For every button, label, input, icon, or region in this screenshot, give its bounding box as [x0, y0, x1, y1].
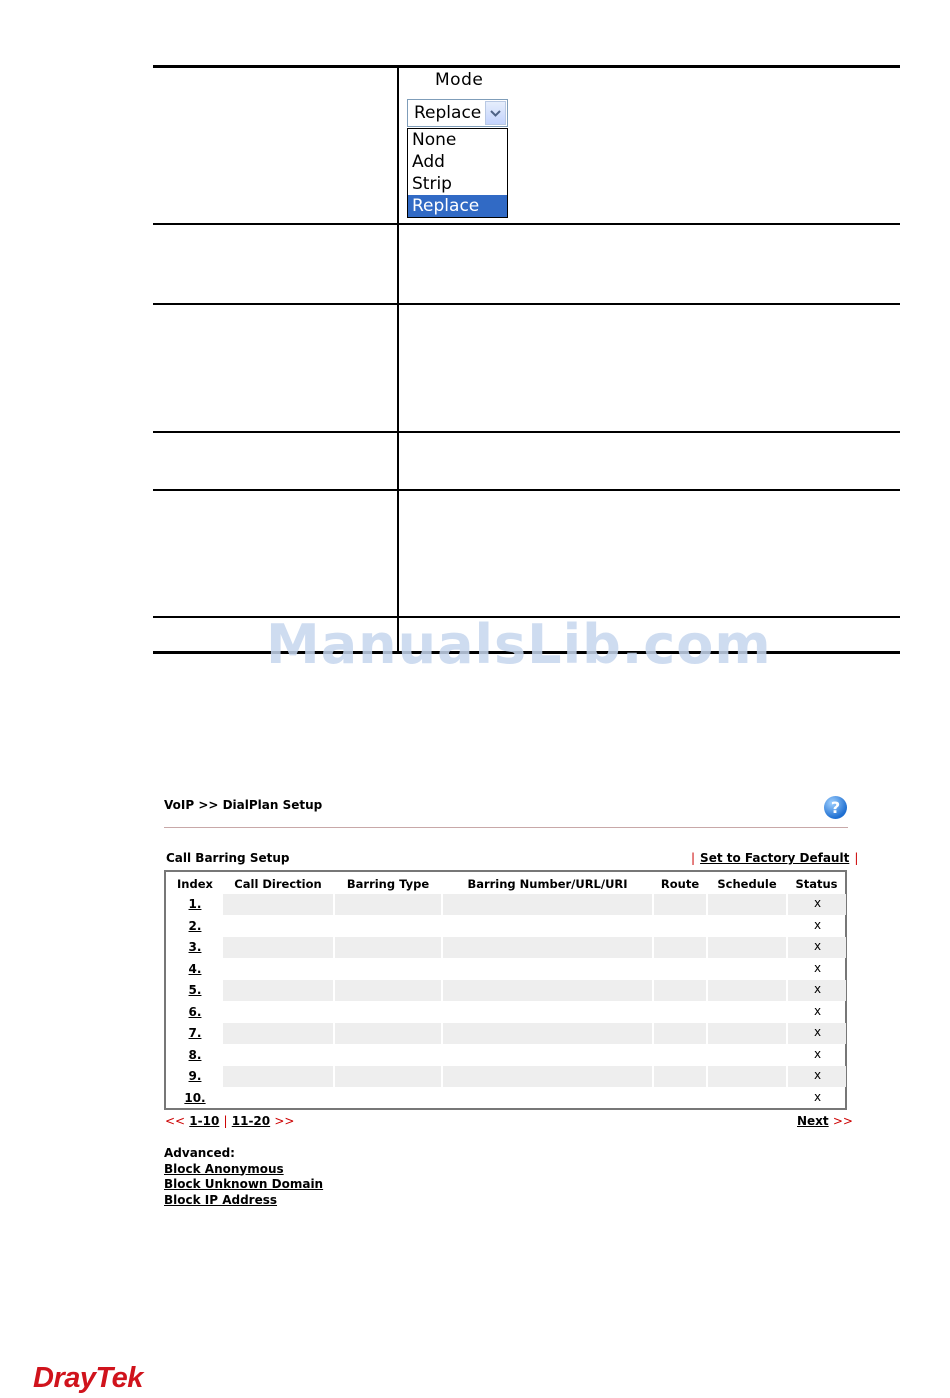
status-indicator: x	[813, 1025, 822, 1039]
table-cell	[223, 959, 333, 980]
status-indicator: x	[813, 917, 822, 932]
table-cell	[708, 937, 786, 958]
next-arrows: >>	[832, 1114, 853, 1128]
table-row	[169, 1088, 846, 1109]
column-header-route: Route	[660, 877, 700, 891]
call-barring-table	[164, 870, 847, 1110]
status-indicator: x	[813, 1046, 822, 1061]
table-cell	[223, 980, 333, 1001]
table-cell	[708, 1045, 786, 1066]
table-cell	[335, 1002, 441, 1023]
table-cell	[654, 980, 706, 1001]
prev-arrows: <<	[165, 1114, 186, 1128]
table-cell	[335, 959, 441, 980]
status-indicator: x	[813, 896, 822, 910]
table-header	[166, 875, 845, 895]
table-row	[169, 894, 846, 915]
table-cell	[708, 1002, 786, 1023]
table-cell	[335, 916, 441, 937]
table-row-divider	[153, 431, 900, 433]
next-area	[797, 1114, 853, 1128]
table-cell	[654, 959, 706, 980]
status-indicator: x	[813, 1003, 822, 1018]
table-column-divider	[397, 68, 399, 651]
advanced-section	[164, 1146, 323, 1208]
table-cell	[223, 1088, 333, 1109]
table-cell	[654, 937, 706, 958]
table-cell	[443, 1045, 652, 1066]
table-cell	[443, 980, 652, 1001]
table-cell	[654, 894, 706, 915]
table-cell	[654, 1066, 706, 1087]
draytek-logo: DrayTek	[33, 1362, 143, 1394]
table-cell	[335, 937, 441, 958]
row-index-link[interactable]: 2.	[188, 918, 202, 933]
breadcrumb: VoIP >> DialPlan Setup	[164, 798, 323, 812]
row-index-link[interactable]: 6.	[188, 1004, 202, 1019]
table-cell	[708, 916, 786, 937]
table-row-divider	[153, 489, 900, 491]
table-cell	[654, 1045, 706, 1066]
row-index-link[interactable]: 4.	[188, 961, 202, 976]
table-row	[169, 980, 846, 1001]
mode-option-replace[interactable]: Replace	[408, 195, 507, 217]
row-index-link[interactable]: 1.	[188, 897, 202, 911]
table-cell	[443, 894, 652, 915]
chevron-down-icon[interactable]	[485, 101, 506, 125]
table-row	[169, 959, 846, 980]
table-cell	[335, 1045, 441, 1066]
column-header-barring-number: Barring Number/URL/URI	[467, 877, 628, 891]
row-index-link[interactable]: 9.	[188, 1069, 202, 1083]
table-cell	[443, 937, 652, 958]
table-cell	[223, 1023, 333, 1044]
table-cell	[708, 959, 786, 980]
table-cell	[708, 894, 786, 915]
table-cell	[708, 1023, 786, 1044]
table-cell	[654, 916, 706, 937]
page-link-11-20[interactable]: 11-20	[231, 1114, 271, 1128]
table-cell	[443, 1023, 652, 1044]
watermark: ManualsLib.com	[266, 613, 772, 676]
mode-label: Mode	[435, 70, 484, 90]
table-cell	[223, 1002, 333, 1023]
status-indicator: x	[813, 1068, 822, 1082]
table-cell	[654, 1023, 706, 1044]
table-row-divider	[153, 223, 900, 225]
table-cell	[443, 1002, 652, 1023]
column-header-barring-type: Barring Type	[346, 877, 430, 891]
column-header-call-direction: Call Direction	[234, 877, 322, 891]
breadcrumb-divider	[164, 827, 848, 828]
next-link[interactable]: Next	[797, 1114, 829, 1128]
table-row	[169, 1045, 846, 1066]
table-cell	[708, 1066, 786, 1087]
block-anonymous-link[interactable]: Block Anonymous	[164, 1161, 284, 1176]
separator: |	[691, 851, 696, 865]
row-index-link[interactable]: 8.	[188, 1047, 202, 1062]
separator: |	[854, 851, 859, 865]
table-row	[169, 916, 846, 937]
block-ip-address-link[interactable]: Block IP Address	[164, 1192, 278, 1207]
factory-default-area	[686, 851, 863, 865]
set-factory-default-link[interactable]: Set to Factory Default	[700, 851, 850, 865]
row-index-link[interactable]: 3.	[188, 940, 202, 954]
table-row	[169, 1023, 846, 1044]
status-indicator: x	[813, 960, 822, 975]
table-cell	[654, 1088, 706, 1109]
table-top-border	[153, 65, 900, 68]
table-cell	[335, 980, 441, 1001]
help-icon[interactable]: ?	[824, 796, 847, 819]
table-cell	[223, 916, 333, 937]
table-cell	[443, 1088, 652, 1109]
table-row-divider	[153, 303, 900, 305]
table-cell	[335, 894, 441, 915]
separator: |	[223, 1114, 228, 1128]
mode-option-strip[interactable]: Strip	[412, 174, 452, 194]
status-indicator: x	[813, 982, 822, 996]
row-index-link[interactable]: 5.	[188, 983, 202, 997]
table-row	[169, 1002, 846, 1023]
column-header-index: Index	[177, 877, 213, 891]
table-row	[169, 1066, 846, 1087]
table-cell	[708, 1088, 786, 1109]
mode-option-none[interactable]: None	[412, 130, 457, 150]
table-cell	[654, 1002, 706, 1023]
table-cell	[708, 980, 786, 1001]
table-cell	[223, 1066, 333, 1087]
table-cell	[443, 916, 652, 937]
table-cell	[223, 937, 333, 958]
table-cell	[335, 1066, 441, 1087]
table-row	[169, 937, 846, 958]
row-index-link[interactable]: 7.	[188, 1026, 202, 1040]
mode-select-value: Replace	[414, 103, 482, 123]
status-indicator: x	[813, 1089, 822, 1104]
pager	[165, 1114, 294, 1128]
table-cell	[223, 894, 333, 915]
table-cell	[335, 1088, 441, 1109]
status-indicator: x	[813, 939, 822, 953]
row-index-link[interactable]: 10.	[184, 1090, 206, 1105]
table-cell	[443, 1066, 652, 1087]
page-link-1-10[interactable]: 1-10	[189, 1114, 220, 1128]
column-header-status: Status	[795, 877, 838, 891]
advanced-label: Advanced:	[164, 1146, 235, 1160]
next-arrows: >>	[274, 1114, 295, 1128]
table-cell	[443, 959, 652, 980]
mode-option-add[interactable]: Add	[412, 152, 445, 172]
mode-options-list	[407, 128, 508, 218]
mode-select[interactable]	[407, 99, 508, 127]
block-unknown-domain-link[interactable]: Block Unknown Domain	[164, 1177, 324, 1191]
table-cell	[335, 1023, 441, 1044]
column-header-schedule: Schedule	[717, 877, 777, 891]
table-cell	[223, 1045, 333, 1066]
section-title: Call Barring Setup	[166, 851, 290, 865]
